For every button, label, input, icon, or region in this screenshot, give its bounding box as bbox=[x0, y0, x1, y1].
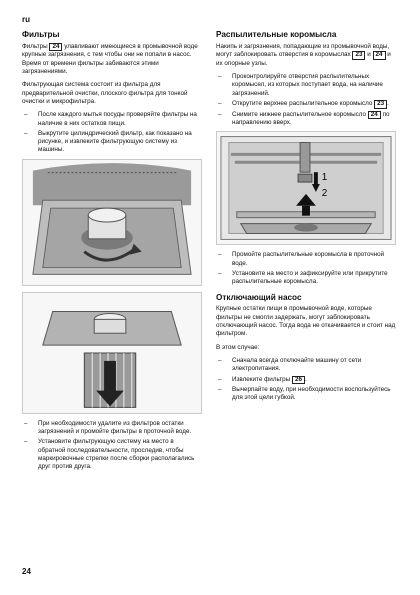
spray-arms-steps bbox=[216, 73, 396, 127]
filter-system-illustration bbox=[23, 293, 201, 413]
ref-box: 23 bbox=[374, 100, 387, 109]
filter-removal-illustration bbox=[23, 160, 201, 285]
filters-steps bbox=[22, 111, 202, 154]
list-item: – Снимите нижнее распылительное коромысло 24 по направлению вверх. bbox=[216, 111, 396, 128]
drain-pump-steps bbox=[216, 357, 396, 403]
filters-heading: Фильтры bbox=[22, 30, 60, 39]
list-item: – Открутите верхнее распылительное коромысло 23 . bbox=[216, 100, 396, 109]
ref-box: 26 bbox=[292, 376, 305, 385]
filters-intro: Фильтры 24 улавливают имеющиеся в промывочной воде крупные загрязнения, с тем чтобы они не попали в насос. Время от времени фильтры забиваются этими загрязнениями. bbox=[22, 42, 198, 76]
list-item: – Извлеките фильтры 26 . bbox=[216, 376, 396, 385]
ref-box: 24 bbox=[49, 43, 62, 52]
filter-system-figure bbox=[22, 292, 202, 414]
list-item: – Сначала всегда отключайте машину от сети электропитания. bbox=[216, 357, 396, 374]
list-item: – Выкрутите цилиндрический фильтр, как показано на рисунке, и извлеките фильтрующую систему из машины. bbox=[22, 130, 202, 155]
page-number: 24 bbox=[22, 567, 31, 576]
spray-arms-steps-2 bbox=[216, 251, 396, 286]
right-column bbox=[216, 30, 396, 407]
filters-system-text: Фильтрующая система состоит из фильтра для предварительной очистки, плоского фильтра для тонкой очистки и микрофильтра. bbox=[22, 81, 188, 105]
list-item: – Вычерпайте воду, при необходимости воспользуйтесь для этой цели губкой. bbox=[216, 386, 396, 403]
language-code: ru bbox=[22, 15, 30, 24]
list-item: – После каждого мытья посуды проверяйте фильтры на наличие в них остатков пищи. bbox=[22, 111, 202, 128]
ref-box: 23 bbox=[352, 51, 365, 60]
step-label: 2 bbox=[321, 188, 328, 200]
spray-arms-intro: Накипь и загрязнения, попадающие из промывочной воды, могут заблокировать отверстия в коромыслах 23 и 24 и их опорные узлы. bbox=[216, 42, 391, 67]
spray-arm-figure bbox=[216, 131, 396, 245]
list-item: – Установите на место и зафиксируйте или прикрутите распылительные коромысла. bbox=[216, 270, 396, 287]
list-item: – При необходимости удалите из фильтров остатки загрязнений и промойте фильтры в проточной воде. bbox=[22, 420, 202, 437]
drain-pump-case: В этом случае: bbox=[216, 343, 260, 351]
list-item: – Установите фильтрующую систему на место в обратной последовательности, проследив, чтобы маркировочные стрелки после сборки располагались друг против друга. bbox=[22, 438, 202, 471]
spray-arm-illustration bbox=[217, 132, 395, 244]
spray-arms-heading: Распылительные коромысла bbox=[216, 30, 337, 39]
list-item: – Промойте распылительные коромысла в проточной воде. bbox=[216, 251, 396, 268]
ref-box: 24 bbox=[373, 51, 386, 60]
ref-box: 24 bbox=[368, 111, 381, 120]
drain-pump-heading: Отключающий насос bbox=[216, 292, 302, 302]
filter-removal-figure bbox=[22, 159, 202, 286]
drain-pump-text: Крупные остатки пищи в промывочной воде, которые фильтры не смогли задержать, могут заблокировать отключающий насос. Тогда вода не откачивается и стоит над фильтром. bbox=[216, 305, 396, 338]
step-label: 1 bbox=[321, 172, 328, 184]
list-item: – Проконтролируйте отверстия распылительных коромысел, из которых поступает вода, на наличие загрязнений. bbox=[216, 73, 396, 98]
filters-steps-2 bbox=[22, 420, 202, 472]
left-column bbox=[22, 30, 202, 475]
